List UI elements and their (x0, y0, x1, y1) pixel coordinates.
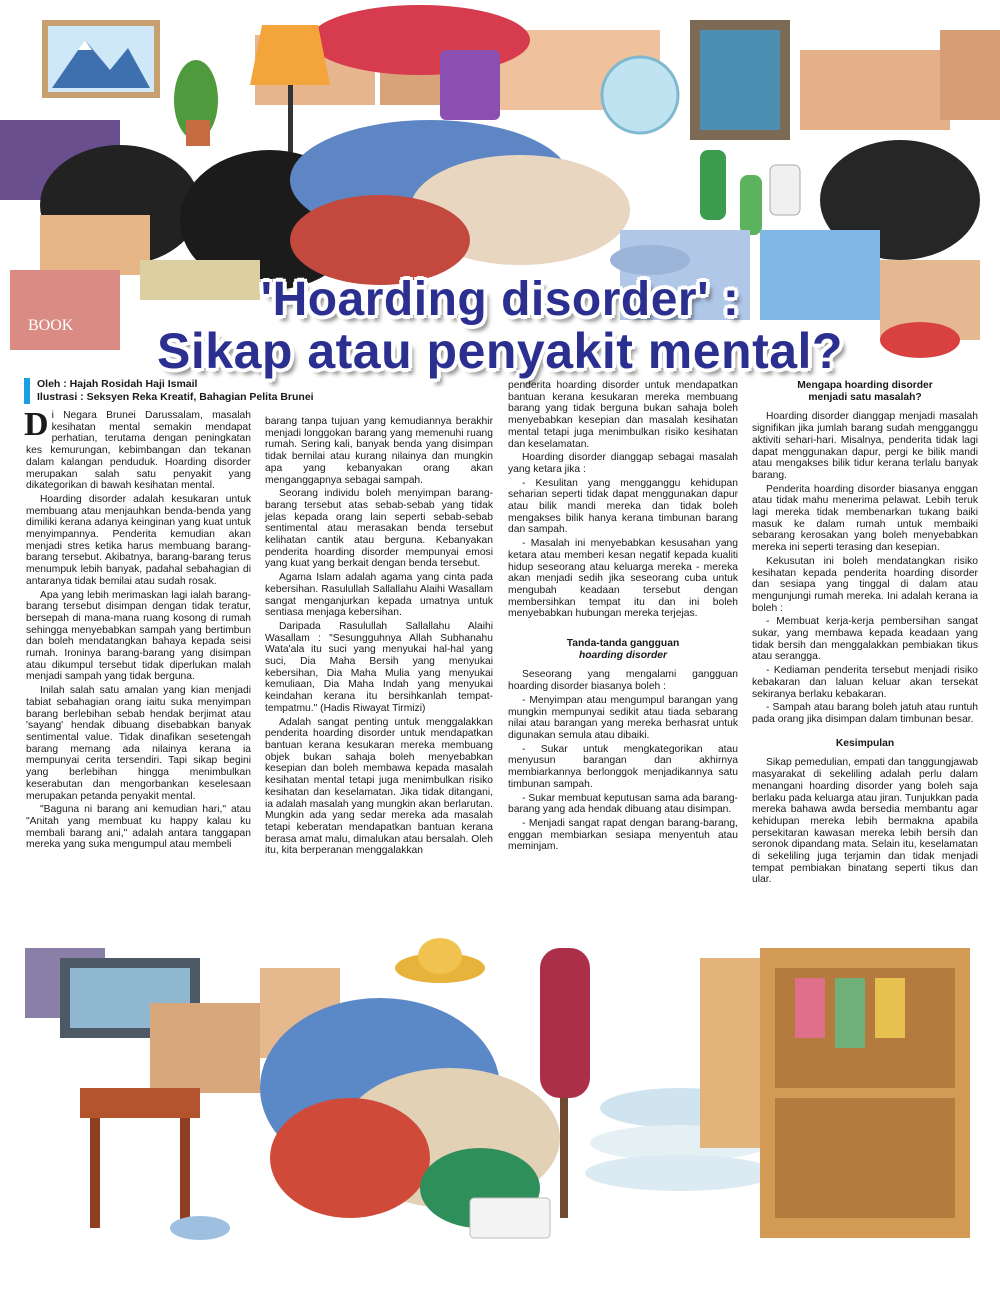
col3-paragraph: Seseorang yang mengalami gangguan hoarding disorder biasanya boleh : (508, 669, 738, 693)
col2-paragraph: Agama Islam adalah agama yang cinta pada kebersihan. Rasulullah Sallallahu Alaihi Wasallam sangat menganjurkan kepada umatnya untuk sentiasa menjaga kebersihan. (265, 572, 493, 619)
col3-paragraph: - Masalah ini menyebabkan kesusahan yang ketara atau memberi kesan negatif kepada kualiti hidup seseorang atau keluarga mereka - mereka akan menjadi sedih jika seseorang cuba untuk mengubah keadaan tersebut dengan membersihkan tempat itu dan ini boleh menyebabkan hubungan mereka terjejas. (508, 538, 738, 620)
article-column-2 (265, 416, 493, 859)
col1-paragraph: i Negara Brunei Darussalam, masalah kesihatan mental semakin mendapat perhatian, terutama dengan peningkatan kes kemurungan, kebimbangan dan tekanan dalam kalangan penduduk. Hoarding disorder merupakan salah satu penyakit yang dikategorikan di bawah kesihatan mental. (26, 410, 251, 492)
col2-paragraph: Adalah sangat penting untuk menggalakkan penderita hoarding disorder untuk mendapatkan bantuan kerana kesukaran mereka membuang objek bukan sahaja boleh menyebabkan kesepian dan boleh membawa kepada masalah kesihatan mental tetapi juga menimbulkan risiko kesihatan dan keselamatan. Jika tidak ditangani, ia adalah masalah yang mungkin akan berlarutan. Mungkin ada yang sedar mereka ada masalah tetapi keberatan mendapatkan bantuan kerana berasa amat malu, dimalukan atau bersalah. Oleh itu, kita berperanan menggalakkan (265, 716, 493, 857)
col2-paragraph: Seorang individu boleh menyimpan barang-barang tersebut atas sebab-sebab yang tidak jelas kepada orang lain seperti sebab-sebab sentimental atau merasakan benda tersebut kelihatan cantik atau berguna. Kebanyakan penderita hoarding disorder mempunyai emosi yang kuat yang berkait dengan benda tersebut. (265, 488, 493, 570)
section-heading-tanda (508, 638, 738, 661)
col4-paragraph: Penderita hoarding disorder biasanya enggan atau tidak mahu menerima pelawat. Lebih teruk lagi mereka tidak membenarkan tukang baiki masuk ke dalam rumah untuk membaiki sebarang kerosakan yang boleh menyebabkan mereka ini seperti terasing dan kesepian. (752, 483, 978, 554)
headline-line-2: Sikap atau penyakit mental? (157, 323, 843, 379)
cluttered-room-icon (0, 928, 1000, 1258)
section-heading-kesimpulan: Kesimpulan (835, 737, 895, 749)
section-heading-line: menjadi satu masalah? (808, 391, 922, 403)
byline-illustration: Ilustrasi : Seksyen Reka Kreatif, Bahagian Pelita Brunei (37, 391, 314, 403)
col3-paragraph: - Sukar membuat keputusan sama ada barang-barang yang ada hendak dibuang atau disimpan. (508, 792, 738, 816)
col2-paragraph: barang tanpa tujuan yang kemudiannya berakhir menjadi longgokan barang yang memenuhi ruang rumah. Sering kali, banyak benda yang disimpan tidak bernilai atau kurang nilainya dan mungkin apa yang kebanyakan orang akan menganggapnya sebagai sampah. (265, 416, 493, 486)
col3-paragraph: - Menjadi sangat rapat dengan barang-barang, enggan membiarkan sesiapa menyentuh atau meminjam. (508, 817, 738, 853)
col1-paragraph: Hoarding disorder adalah kesukaran untuk membuang atau menjauhkan benda-benda yang dimiliki kerana adanya keinginan yang kuat untuk menyimpannya. Penderita kemudian akan menjadi stres ketika harus membuang barang-barang tersebut. Akibatnya, barang-barang terus menumpuk lebih banyak, padahal sebahagian di antaranya tidak bemilai atau sudah rosak. (26, 493, 251, 587)
drop-cap: D (24, 406, 49, 443)
col1-paragraph: "Baguna ni barang ani kemudian hari," atau "Anitah yang membuat ku happy kalau ku membali barang ani," adalah antara tanggapan mereka yang suka mengumpul atau membeli (26, 804, 251, 851)
col4-paragraph: - Membuat kerja-kerja pembersihan sangat sukar, yang membawa kepada keadaan yang tidak bersih dan menggalakkan pembiakan tikus atau serangga. (752, 616, 978, 663)
section-heading-line: Mengapa hoarding disorder (797, 380, 933, 391)
article-column-4 (752, 380, 978, 888)
col2-paragraph: Daripada Rasulullah Sallallahu Alaihi Wasallam : "Sesungguhnya Allah Subhanahu Wata'ala itu suci yang menyukai hal-hal yang suci, Dia Maha Bersih yang menyukai kebersihan, Dia Maha Mulia yang menyukai kemuliaan, Dia Maha Indah yang menyukai keindahan kerana itu bersihkanlah tempat-tempatmu." (Hadis Riwayat Tirmizi) (265, 620, 493, 714)
article-column-1 (24, 406, 251, 853)
col4-paragraph: Sikap pemedulian, empati dan tanggungjawab masyarakat di sekeliling adalah perlu dalam menangani hoarding disorder yang boleh saja berlaku pada keluarga atau jiran. Tunjukkan pada mereka bahawa awda bersedia membantu agar kehidupan mereka lebih bermakna apabila persekitaran kawasan mereka lebih bersih dan seronok dipandang mata. Selain itu, keselamatan di sekeliling juga terjamin dan tidak menjadi tempat pembiakan binatang seperti tikus dan ular. (752, 757, 978, 886)
section-heading-mengapa (752, 380, 978, 403)
section-heading-line: Tanda-tanda gangguan (566, 638, 680, 650)
col3-paragraph: - Sukar untuk mengkategorikan atau menyusun barangan dan akhirnya membiarkannya berlonggok menjadikannya satu timbunan sampah. (508, 743, 738, 790)
col1-paragraph: Inilah salah satu amalan yang kian menjadi tabiat sebahagian orang iaitu suka menyimpan barang berlebihan sebab hendak berjimat atau 'sayang' hendak dibuang disebabkan banyak sentimental value. Tidak dinafikan sesetengah barang memang ada nilainya kerana ia mempunyai cerita tersendiri. Tapi sikap begini yang berlebihan hingga menimbulkan keserabutan dan mengorbankan keselesaan merupakan petanda penyakit mental. (26, 685, 251, 802)
book-hoarder-icon: BOOK (28, 317, 74, 334)
col4-paragraph: - Sampah atau barang boleh jatuh atau runtuh pada orang jika disimpan dalam timbunan besar. (752, 702, 978, 725)
col4-paragraph: Kekusutan ini boleh mendatangkan risiko kesihatan kepada penderita hoarding disorder dan sesiapa yang tinggal di dalam atau mengunjungi rumah mereka. Ini adalah kerana ia boleh : (752, 555, 978, 614)
article-column-3 (508, 380, 738, 855)
byline (24, 378, 314, 404)
section-heading-line: hoarding disorder (578, 649, 668, 661)
col4-paragraph: - Kediaman penderita tersebut menjadi risiko kebakaran dan laluan keluar akan tersekat sekiranya berlaku kebakaran. (752, 665, 978, 700)
byline-author: Oleh : Hajah Rosidah Haji Ismail (37, 378, 198, 390)
col3-paragraph: - Menyimpan atau mengumpul barangan yang mungkin mempunyai sedikit atau tiada sebarang nilai atau barangan yang mereka berhasrat untuk digunakan semula atau dibaiki. (508, 694, 738, 741)
col3-paragraph: Hoarding disorder dianggap sebagai masalah yang ketara jika : (508, 452, 738, 475)
col3-paragraph: - Kesulitan yang mengganggu kehidupan seharian seperti tidak dapat menggunakan dapur atau bilik mandi mereka dan tidak boleh mengakses bilik hanya kerana timbunan barang dan sampah. (508, 477, 738, 536)
headline-line-1: 'Hoarding disorder' : (260, 273, 740, 326)
col4-paragraph: Hoarding disorder dianggap menjadi masalah signifikan jika jumlah barang sudah mengganggu aktiviti sehari-hari. Misalnya, penderita tidak lagi dapat menggunakan dapur, pergi ke bilik mandi atau mengakses bilik tidur kerana terlalu banyak barang. (752, 411, 978, 481)
col3-paragraph: penderita hoarding disorder untuk mendapatkan bantuan kerana kesukaran mereka membuang barang yang tidak berguna bukan sahaja boleh menyebabkan kesepian dan masalah kesihatan mental tetapi juga menimbulkan risiko kesihatan dan keselamatan. (508, 380, 738, 450)
col1-paragraph: Apa yang lebih merimaskan lagi ialah barang-barang tersebut disimpan dengan tidak teratur, bersepah di mana-mana ruang kosong di rumah sehingga menyebabkan sampah yang bertimbun dan boleh mendatangkan bahaya kepada seisi rumah. Ironinya barang-barang yang disimpan atau dikumpul tersebut tidak diperlukan malah menjadi sampah yang tidak berguna. (26, 589, 251, 683)
